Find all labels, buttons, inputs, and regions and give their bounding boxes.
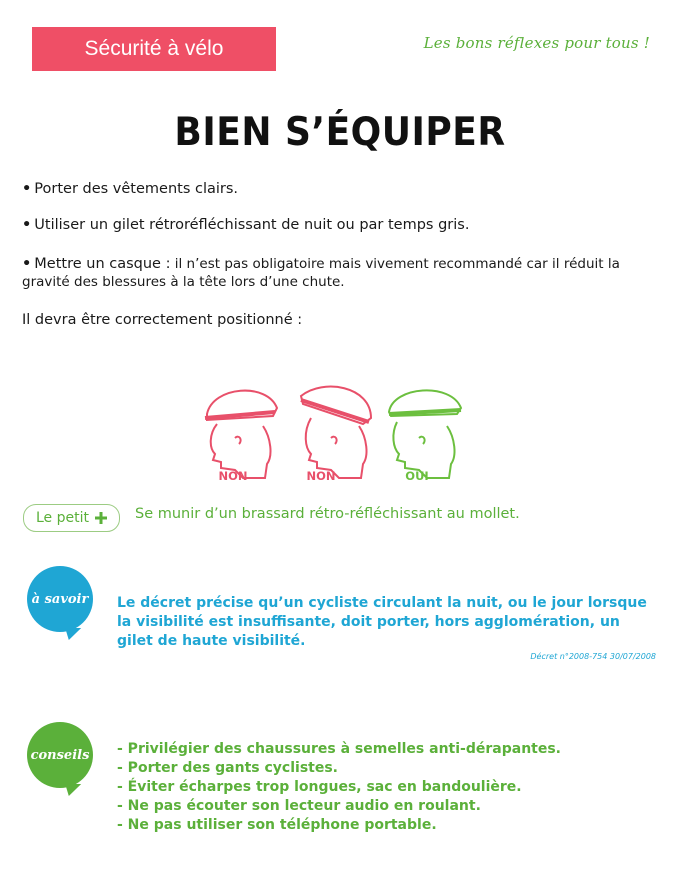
page-title: BIEN S’ÉQUIPER <box>174 110 506 155</box>
bullet-item-clothing: • Porter des vêtements clairs. <box>22 181 239 197</box>
section-badge: Sécurité à vélo <box>32 27 276 71</box>
conseils-item: - Ne pas utiliser son téléphone portable. <box>117 817 437 833</box>
savoir-bubble <box>27 566 93 640</box>
decree-reference: Décret n°2008-754 30/07/2008 <box>530 652 656 661</box>
conseils-item: - Porter des gants cyclistes. <box>117 760 338 776</box>
helmet-positions-illustration <box>195 378 485 488</box>
helmet-label-3: OUI <box>405 469 429 483</box>
conseils-list <box>117 740 561 835</box>
bullet-lead: Mettre un casque : <box>34 256 171 272</box>
tagline: Les bons réflexes pour tous ! <box>423 34 650 52</box>
conseils-item: - Éviter écharpes trop longues, sac en bandoulière. <box>117 779 522 795</box>
conseils-item: - Privilégier des chaussures à semelles anti-dérapantes. <box>117 741 561 757</box>
helmet-label-2: NON <box>306 469 336 483</box>
savoir-bubble-label: à savoir <box>31 591 89 607</box>
tip-badge <box>23 504 120 532</box>
bullet-item-helmet: • Mettre un casque : il n’est pas obligatoire mais vivement recommandé car il réduit la gravité des blessures à la tête lors d’une chute. <box>22 256 620 290</box>
bullet-item-vest: • Utiliser un gilet rétroréfléchissant de nuit ou par temps gris. <box>22 217 470 233</box>
savoir-bubble-tail <box>61 628 81 640</box>
conseils-bubble-label: conseils <box>30 747 90 763</box>
conseils-bubble-tail <box>61 784 81 796</box>
savoir-text: Le décret précise qu’un cycliste circulant la nuit, ou le jour lorsque la visibilité est insuffisante, doit porter, hors agglomération, un gilet de haute visibilité. <box>117 595 647 649</box>
bullet-text: il n’est pas obligatoire mais vivement recommandé car il réduit la gravité des blessures à la tête lors d’une chute. <box>22 256 620 290</box>
conseils-bubble <box>27 722 93 796</box>
tip-text: Se munir d’un brassard rétro-réfléchissant au mollet. <box>135 506 520 522</box>
tip-label: Le petit <box>36 510 89 526</box>
conseils-bubble-circle <box>27 722 93 788</box>
helmet-label-1: NON <box>218 469 248 483</box>
helmet-figure-wrong-back <box>205 391 277 478</box>
conseils-item: - Ne pas écouter son lecteur audio en roulant. <box>117 798 481 814</box>
helmet-figure-wrong-forward <box>301 387 371 478</box>
plus-icon <box>95 512 107 524</box>
position-note: Il devra être correctement positionné : <box>22 312 303 328</box>
bullet-text: Utiliser un gilet rétroréfléchissant de nuit ou par temps gris. <box>34 217 470 233</box>
helmet-figure-correct <box>389 390 461 478</box>
savoir-bubble-circle <box>27 566 93 632</box>
bullet-text: Porter des vêtements clairs. <box>34 181 239 197</box>
